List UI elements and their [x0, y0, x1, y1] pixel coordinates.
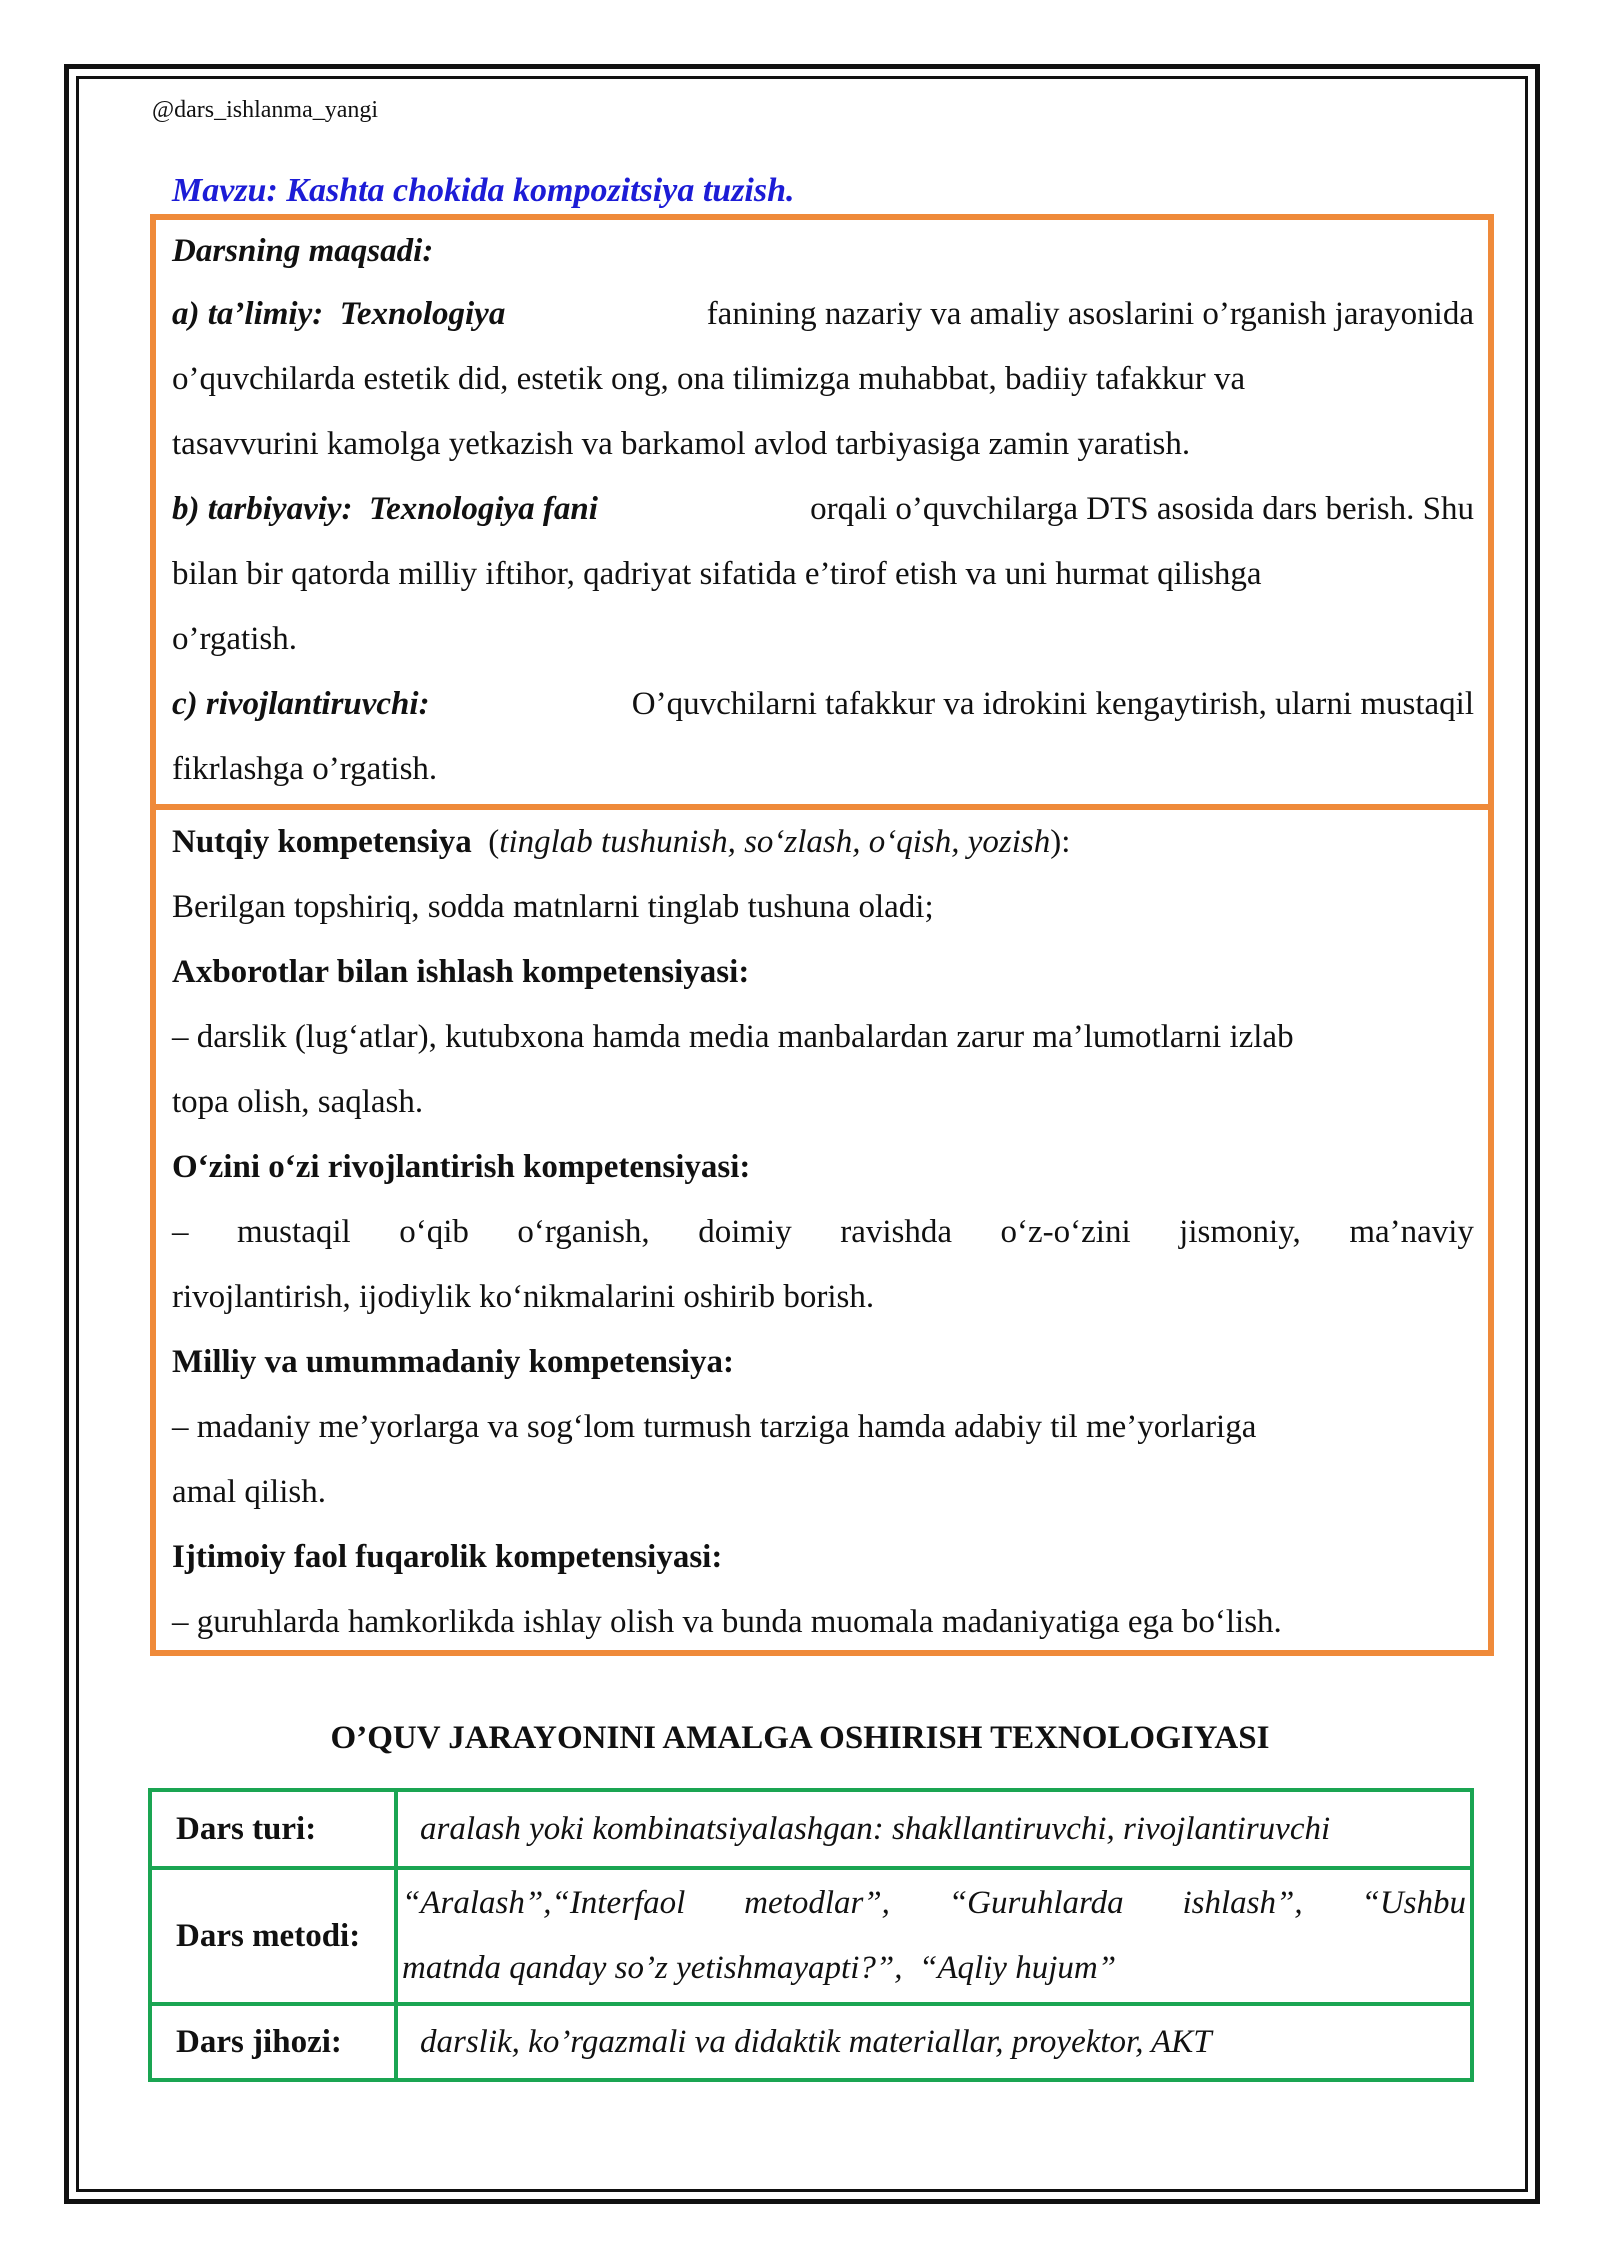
info-competency-text-1: – darslik (lug‘atlar), kutubxona hamda media manbalardan zarur ma’lumotlarni izlab	[172, 1019, 1294, 1055]
lesson-type-label: Dars turi:	[150, 1790, 396, 1868]
info-competency-title: Axborotlar bilan ishlash kompetensiyasi:	[172, 954, 750, 990]
goals-title: Darsning maqsadi:	[172, 233, 434, 269]
self-word: o‘rganish,	[517, 1214, 650, 1250]
method-word: “Ushbu	[1361, 1885, 1466, 1921]
goal-a-text-3: tasavvurini kamolga yetkazish va barkamol avlod tarbiyasiga zamin yaratish.	[172, 426, 1191, 462]
speech-close-paren: ):	[1050, 824, 1071, 860]
self-competency-text-1	[172, 1200, 1474, 1265]
goal-b-subject: Texnologiya fani	[369, 491, 598, 527]
goal-a-label: a) ta’limiy:	[172, 296, 324, 332]
lesson-method-line-2: matnda qanday so’z yetishmayapti?”, “Aqliy hujum”	[402, 1950, 1117, 1986]
lesson-method-value	[396, 1868, 1472, 2004]
self-word: ma’naviy	[1349, 1214, 1474, 1250]
self-word: mustaqil	[237, 1214, 351, 1250]
competencies-box	[150, 804, 1494, 1656]
goal-b-line-1	[172, 477, 1474, 542]
lesson-topic: Mavzu: Kashta chokida kompozitsiya tuzish.	[172, 172, 795, 209]
goal-b-text-3: o’rgatish.	[172, 621, 297, 657]
self-word: jismoniy,	[1179, 1214, 1301, 1250]
speech-competency-text: Berilgan topshiriq, sodda matnlarni tinglab tushuna oladi;	[172, 889, 934, 925]
table-row	[150, 1868, 1472, 2004]
self-competency-text-2: rivojlantirish, ijodiylik ko‘nikmalarini oshirib borish.	[172, 1279, 875, 1315]
goal-a-text-2: o’quvchilarda estetik did, estetik ong, ona tilimizga muhabbat, badiiy tafakkur va	[172, 361, 1246, 397]
speech-competency-title: Nutqiy kompetensiya	[172, 824, 472, 860]
goal-c-line-1	[172, 672, 1474, 737]
lesson-equipment-label: Dars jihozi:	[150, 2004, 396, 2080]
goal-c-text-2: fikrlashga o’rgatish.	[172, 751, 438, 787]
method-word: “Guruhlarda	[948, 1885, 1124, 1921]
national-competency-text-2: amal qilish.	[172, 1474, 326, 1510]
self-word: –	[172, 1214, 189, 1250]
self-word: o‘z-o‘zini	[1000, 1214, 1131, 1250]
speech-competency-sub: tinglab tushunish, so‘zlash, o‘qish, yozish	[499, 824, 1051, 860]
goal-a-text-1: fanining nazariy va amaliy asoslarini o’rganish jarayonida	[706, 296, 1474, 332]
lesson-type-value: aralash yoki kombinatsiyalashgan: shakllantiruvchi, rivojlantiruvchi	[396, 1790, 1472, 1868]
goal-b-label: b) tarbiyaviy:	[172, 491, 353, 527]
lesson-method-line-1	[402, 1871, 1466, 1936]
national-competency-text-1: – madaniy me’yorlarga va sog‘lom turmush tarziga hamda adabiy til me’yorlariga	[172, 1409, 1257, 1445]
goal-b-text-1: orqali o’quvchilarga DTS asosida dars berish. Shu	[810, 491, 1474, 527]
goal-a-line-1	[172, 282, 1474, 347]
info-competency-text-2: topa olish, saqlash.	[172, 1084, 424, 1120]
self-word: ravishda	[840, 1214, 953, 1250]
method-word: ishlash”,	[1182, 1885, 1303, 1921]
goal-b-text-2: bilan bir qatorda milliy iftihor, qadriyat sifatida e’tirof etish va uni hurmat qilishga	[172, 556, 1262, 592]
channel-handle: @dars_ishlanma_yangi	[152, 97, 379, 123]
speech-competency-line	[172, 810, 1474, 875]
goal-c-text-1: O’quvchilarni tafakkur va idrokini kengaytirish, ularni mustaqil	[631, 686, 1474, 722]
speech-open-paren: (	[488, 824, 500, 860]
lesson-method-label: Dars metodi:	[150, 1868, 396, 2004]
national-competency-title: Milliy va umummadaniy kompetensiya:	[172, 1344, 734, 1380]
self-competency-title: O‘zini o‘zi rivojlantirish kompetensiyasi:	[172, 1149, 751, 1185]
goal-a-subject: Texnologiya	[339, 296, 506, 332]
self-word: doimiy	[698, 1214, 792, 1250]
social-competency-title: Ijtimoiy faol fuqarolik kompetensiyasi:	[172, 1539, 723, 1575]
method-word: metodlar”,	[744, 1885, 890, 1921]
method-word: “Aralash”,“Interfaol	[402, 1885, 686, 1921]
table-row	[150, 2004, 1472, 2080]
technology-heading: O’QUV JARAYONINI AMALGA OSHIRISH TEXNOLOGIYASI	[330, 1720, 1270, 1756]
social-competency-text: – guruhlarda hamkorlikda ishlay olish va bunda muomala madaniyatiga ega bo‘lish.	[172, 1604, 1282, 1640]
self-word: o‘qib	[399, 1214, 469, 1250]
goal-c-label: c) rivojlantiruvchi:	[172, 686, 430, 722]
lesson-equipment-value: darslik, ko’rgazmali va didaktik materiallar, proyektor, AKT	[396, 2004, 1472, 2080]
technology-table	[148, 1788, 1474, 2082]
lesson-goals-box	[150, 214, 1494, 810]
table-row	[150, 1790, 1472, 1868]
